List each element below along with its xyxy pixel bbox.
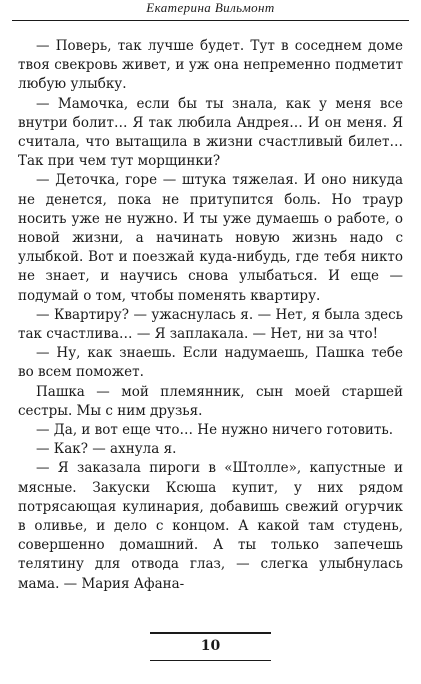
paragraph: — Поверь, так лучше будет. Тут в соседнем доме твоя свекровь живет, и уж она непременно подметит любую улыбку. bbox=[18, 38, 403, 93]
folio-rule-bottom bbox=[150, 660, 271, 661]
paragraph: — Ну, как знаешь. Если надумаешь, Пашка тебе во всем поможет. bbox=[18, 345, 403, 381]
running-header: Екатерина Вильмонт bbox=[146, 0, 275, 15]
paragraph: — Деточка, горе — штука тяжелая. И оно никуда не денется, пока не притупится боль. Но траур носить уже не нужно. И ты уже думаешь о работе, о новой жизни, а начинать новую жизнь надо с улыбкой. Вот и поезжай куда-нибудь, где тебя никто не знает, и научись снова улыбаться. И еще — подумай о том, чтобы поменять квартиру. bbox=[18, 172, 403, 304]
paragraph: — Мамочка, если бы ты знала, как у меня все внутри болит… Я так любила Андрея… И он меня. Я считала, что вытащила в жизни счастливый билет… Так при чем тут морщинки? bbox=[18, 95, 403, 170]
paragraph: Пашка — мой племянник, сын моей старшей сестры. Мы с ним друзья. bbox=[18, 383, 403, 419]
paragraph: — Да, и вот еще что… Не нужно ничего готовить. bbox=[36, 422, 394, 439]
paragraph: — Квартиру? — ужаснулась я. — Нет, я была здесь так счастлива… — Я заплакала. — Нет, ни за что! bbox=[18, 306, 403, 343]
folio-rule-top bbox=[150, 632, 271, 634]
page-number: 10 bbox=[200, 638, 221, 654]
paragraph: — Я заказала пироги в «Штолле», капустные и мясные. Закуски Ксюша купит, у них рядом потрясающая кулинария, добавишь свежий огурчик в оливье, и дело с концом. А какой там студень, совершенно домашний. А ты только запечешь телятину для отвода глаз, — слегка улыбнулась мама. — Мария Афана- bbox=[18, 460, 403, 592]
header-rule bbox=[12, 20, 409, 21]
body-text bbox=[18, 37, 403, 594]
paragraph: — Как? — ахнула я. bbox=[36, 441, 177, 458]
